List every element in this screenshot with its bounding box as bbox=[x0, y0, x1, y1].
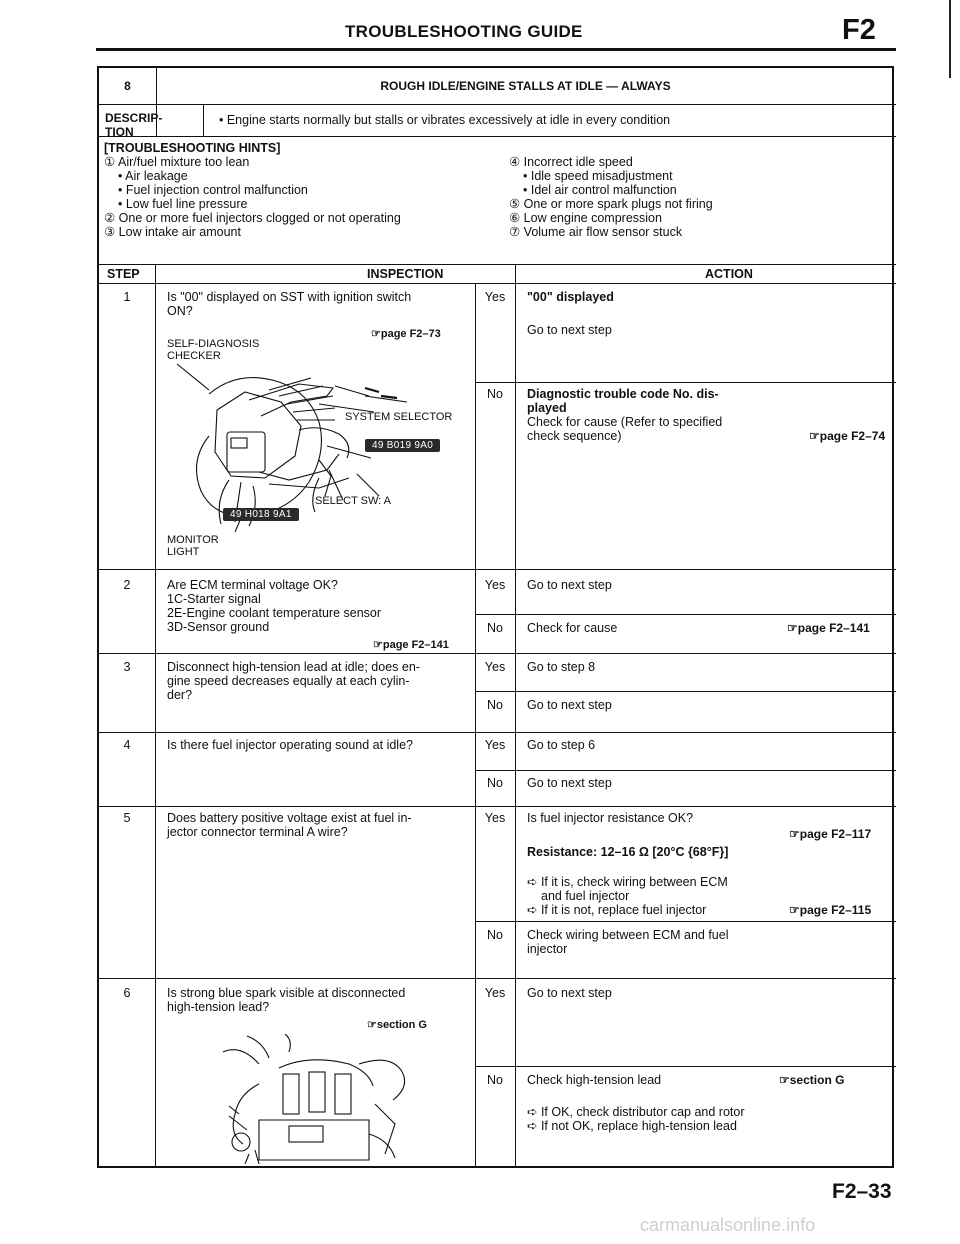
step-6-no-action: Check high-tension lead bbox=[527, 1073, 662, 1087]
page-number: F2–33 bbox=[832, 1180, 892, 1203]
page-reference: ☞page F2–141 bbox=[373, 639, 449, 651]
no-label: No bbox=[487, 698, 503, 712]
step-1-yes-title: "00" displayed bbox=[527, 290, 614, 304]
divider bbox=[475, 770, 896, 771]
sst-part-number-tag: 49 H018 9A1 bbox=[223, 508, 299, 521]
title-rule bbox=[96, 48, 896, 51]
no-label: No bbox=[487, 776, 503, 790]
divider bbox=[99, 283, 896, 284]
step-number: 1 bbox=[123, 290, 131, 304]
divider bbox=[475, 382, 896, 383]
procedure-title: ROUGH IDLE/ENGINE STALLS AT IDLE — ALWAYS bbox=[380, 79, 671, 93]
edge-mark bbox=[949, 0, 951, 78]
description-label: DESCRIP- TION bbox=[105, 111, 163, 139]
hints-title: [TROUBLESHOOTING HINTS] bbox=[104, 141, 281, 155]
divider bbox=[475, 921, 896, 922]
no-label: No bbox=[487, 387, 503, 401]
step-6-inspection: Is strong blue spark visible at disconnected high-tension lead? bbox=[167, 986, 406, 1014]
step-number: 6 bbox=[123, 986, 131, 1000]
step-5-yes-action: Is fuel injector resistance OK? bbox=[527, 811, 694, 825]
divider bbox=[475, 283, 476, 1168]
system-selector-label: SYSTEM SELECTOR bbox=[345, 411, 453, 423]
step-5-yes-if: ➪ If it is, check wiring between ECM and fuel injector ➪ If it is not, replace fuel injector bbox=[527, 875, 728, 917]
divider bbox=[475, 1066, 896, 1067]
page-reference: ☞page F2–74 bbox=[809, 429, 886, 443]
step-3-no-action: Go to next step bbox=[527, 698, 612, 712]
step-3-yes-action: Go to step 8 bbox=[527, 660, 596, 674]
step-4-yes-action: Go to step 6 bbox=[527, 738, 596, 752]
no-label: No bbox=[487, 928, 503, 942]
step-number: 3 bbox=[123, 660, 131, 674]
select-sw-label: SELECT SW: A bbox=[315, 495, 392, 507]
divider bbox=[515, 264, 516, 1168]
divider bbox=[99, 806, 896, 807]
yes-label: Yes bbox=[484, 986, 506, 1000]
step-1-inspection: Is "00" displayed on SST with ignition switch ON? bbox=[167, 290, 412, 318]
divider bbox=[475, 691, 896, 692]
no-label: No bbox=[487, 621, 503, 635]
divider bbox=[99, 569, 896, 570]
divider bbox=[99, 104, 896, 105]
troubleshooting-table bbox=[97, 66, 894, 1168]
divider bbox=[99, 732, 896, 733]
step-4-inspection: Is there fuel injector operating sound at idle? bbox=[167, 738, 413, 752]
watermark: carmanualsonline.info bbox=[640, 1215, 816, 1235]
divider bbox=[99, 653, 896, 654]
no-label: No bbox=[487, 1073, 503, 1087]
step-1-yes-action: Go to next step bbox=[527, 323, 612, 337]
yes-label: Yes bbox=[484, 578, 506, 592]
yes-label: Yes bbox=[484, 811, 506, 825]
step-6-no-if: ➪ If OK, check distributor cap and rotor ➪ If not OK, replace high-tension lead bbox=[527, 1105, 745, 1133]
step-5-no-action: Check wiring between ECM and fuel injector bbox=[527, 928, 729, 956]
yes-label: Yes bbox=[484, 660, 506, 674]
divider bbox=[99, 136, 896, 137]
step-number: 5 bbox=[123, 811, 131, 825]
distributor-diagram bbox=[219, 1034, 409, 1164]
page-reference: ☞page F2–115 bbox=[789, 903, 872, 917]
yes-label: Yes bbox=[484, 738, 506, 752]
step-6-yes-action: Go to next step bbox=[527, 986, 612, 1000]
sst-part-number-tag: 49 B019 9A0 bbox=[365, 439, 440, 452]
step-2-inspection: Are ECM terminal voltage OK? 1C-Starter signal 2E-Engine coolant temperature sensor 3D-Sensor ground bbox=[167, 578, 382, 634]
page-reference: ☞page F2–117 bbox=[789, 827, 872, 841]
step-1-no-action: Diagnostic trouble code No. dis- played Check for cause (Refer to specified check sequence) bbox=[527, 387, 723, 443]
col-action: ACTION bbox=[705, 267, 753, 281]
section-reference: ☞section G bbox=[367, 1019, 427, 1031]
step-2-no-action: Check for cause bbox=[527, 621, 618, 635]
step-2-yes-action: Go to next step bbox=[527, 578, 612, 592]
divider bbox=[99, 978, 896, 979]
divider bbox=[155, 264, 156, 1168]
page-reference: ☞page F2–73 bbox=[371, 328, 441, 340]
hints-right: ④ Incorrect idle speed • Idle speed misadjustment • Idel air control malfunction ⑤ One or more spark plugs not firing ⑥ Low engine compression ⑦ Volume air flow sensor stuck bbox=[509, 155, 713, 239]
page-title: TROUBLESHOOTING GUIDE bbox=[345, 22, 583, 41]
page-reference: ☞page F2–141 bbox=[787, 621, 870, 635]
hints-left: [TROUBLESHOOTING HINTS] ① Air/fuel mixture too lean • Air leakage • Fuel injection control malfunction • Low fuel line pressure ② One or more fuel injectors clogged or not operating ③ Low intake air amount bbox=[104, 141, 401, 239]
step-3-inspection: Disconnect high-tension lead at idle; does en- gine speed decreases equally at each cylin- der? bbox=[167, 660, 420, 702]
yes-label: Yes bbox=[484, 290, 506, 304]
section-reference: ☞section G bbox=[779, 1073, 845, 1087]
procedure-number: 8 bbox=[124, 79, 131, 93]
section-code: F2 bbox=[842, 14, 876, 46]
step-5-inspection: Does battery positive voltage exist at fuel in- jector connector terminal A wire? bbox=[167, 811, 412, 839]
col-step: STEP bbox=[107, 267, 140, 281]
step-4-no-action: Go to next step bbox=[527, 776, 612, 790]
description-text: • Engine starts normally but stalls or vibrates excessively at idle in every condition bbox=[219, 113, 671, 127]
divider bbox=[203, 104, 204, 136]
checker-label: SELF-DIAGNOSIS CHECKER bbox=[167, 338, 260, 362]
divider bbox=[475, 614, 896, 615]
resistance-spec: Resistance: 12–16 Ω [20°C {68°F}] bbox=[527, 845, 729, 859]
col-inspection: INSPECTION bbox=[367, 267, 444, 281]
divider bbox=[99, 264, 896, 265]
step-number: 4 bbox=[123, 738, 131, 752]
monitor-light-label: MONITOR LIGHT bbox=[167, 534, 219, 558]
step-number: 2 bbox=[123, 578, 131, 592]
